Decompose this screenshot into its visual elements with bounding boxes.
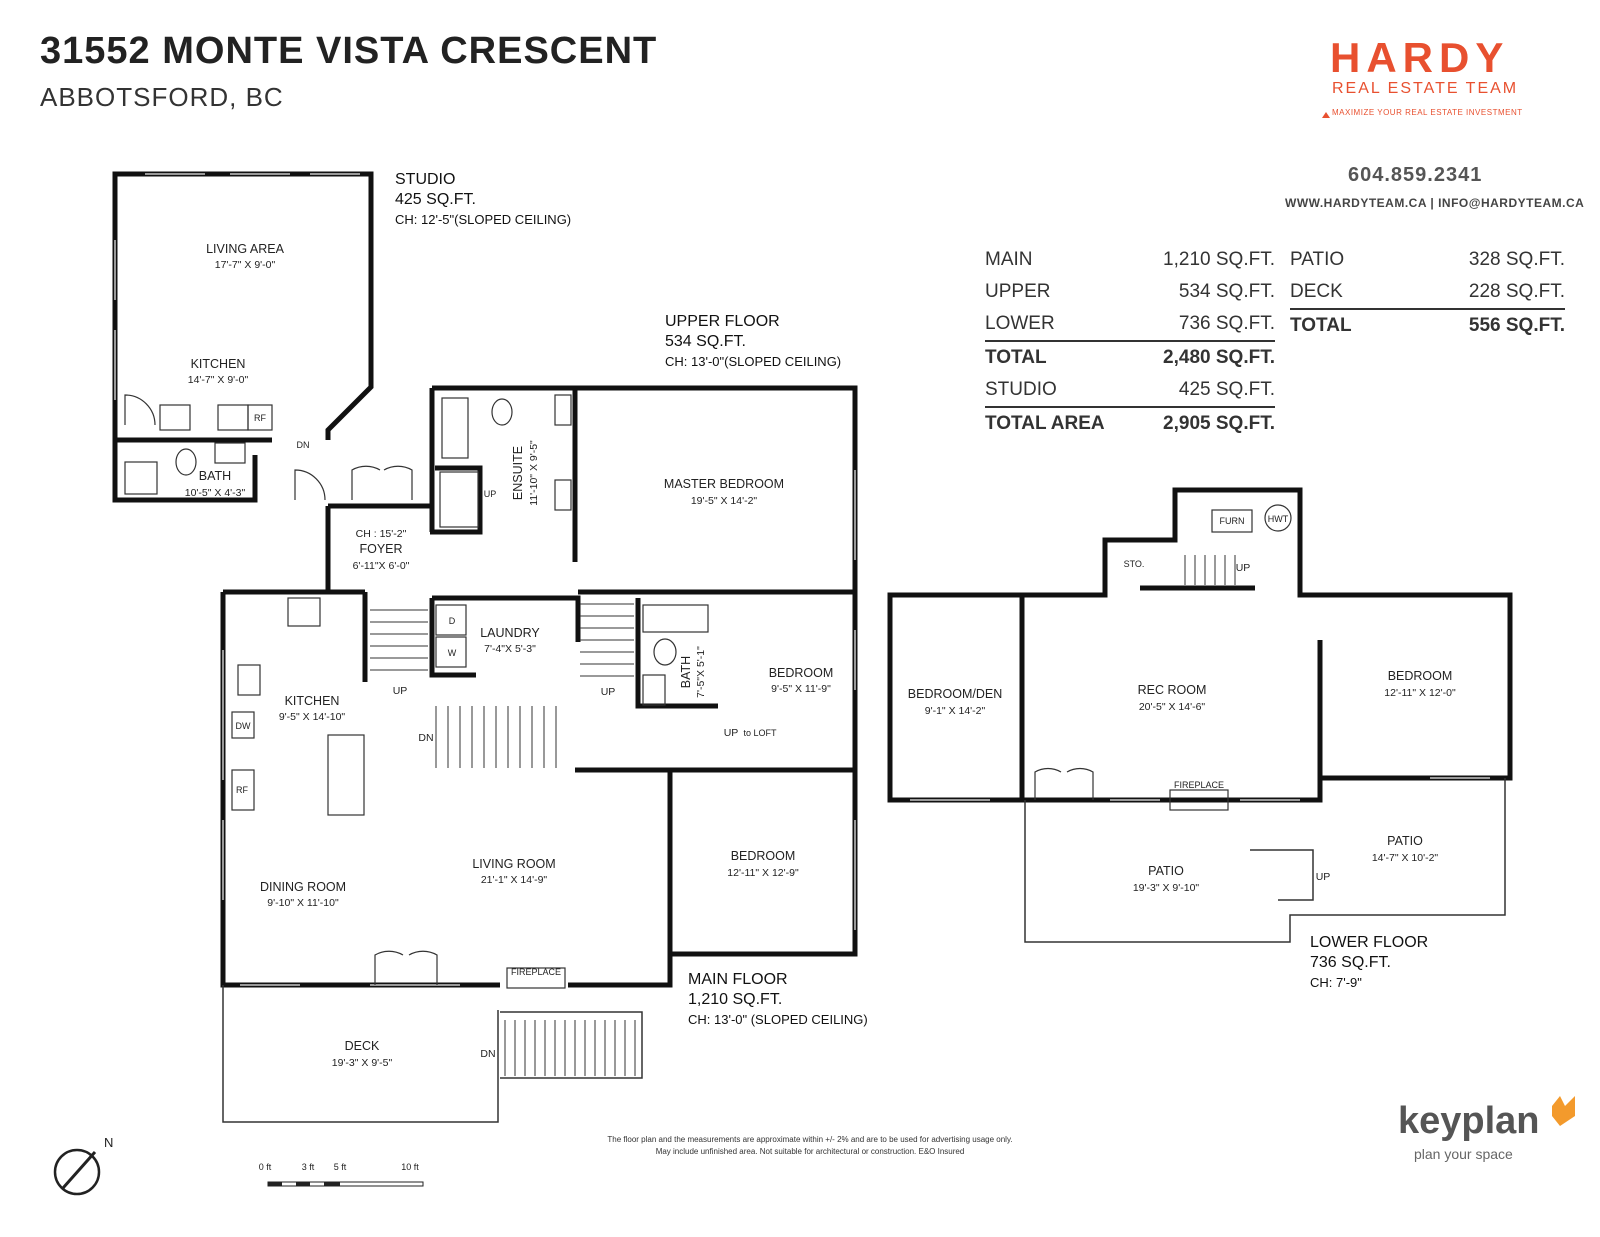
room-dim: 12'-11" X 12'-0" [1384,687,1456,699]
vanity [215,443,245,463]
floor-name: STUDIO [395,171,456,188]
down-label: DN [480,1048,496,1060]
hardy-tagline: MAXIMIZE YOUR REAL ESTATE INVESTMENT [1332,108,1523,117]
down-label: DN [418,732,434,744]
door [125,395,155,425]
up-label: UP [392,685,408,697]
washer-label: W [447,648,457,658]
furnace-label: FURN [1219,516,1245,526]
door [295,470,325,500]
room-name: REC ROOM [1137,683,1207,697]
master-wall [575,388,855,597]
vanity [555,480,571,510]
area-label: LOWER [985,313,1055,334]
contact-phone: 604.859.2341 [1348,164,1483,186]
room-dim: 6'-11"X 6'-0" [352,560,410,572]
north-label: N [104,1135,114,1150]
floor-ceiling: CH: 7'-9" [1310,975,1362,990]
room-name: BATH [198,469,232,483]
room-name: PATIO [1387,834,1423,848]
shower [125,462,157,494]
area-value: 534 SQ.FT. [1178,281,1275,302]
floor-name: LOWER FLOOR [1310,934,1429,951]
room-name: ENSUITE [511,445,525,501]
island [328,735,364,815]
contact-divider: | [1430,196,1439,210]
scale-0: 0 ft [258,1162,272,1172]
room-dim: 19'-3" X 9'-5" [331,1057,393,1069]
floor-ceiling: CH: 13'-0" (SLOPED CEILING) [688,1012,868,1027]
contact-website: WWW.HARDYTEAM.CA [1285,196,1427,210]
area-value: 228 SQ.FT. [1468,281,1565,302]
disclaimer-line-2: May include unfinished area. Not suitable for architectural or construction. E&O Insured [655,1147,965,1156]
vanity [643,675,665,705]
keyplan-logo-icon [1552,1096,1575,1126]
lower-stair [1185,555,1235,585]
room-dim: 10'-5" X 4'-3" [184,487,246,499]
down-label: DN [296,440,310,450]
room-name: BEDROOM/DEN [907,687,1003,701]
room-dim: 20'-5" X 14'-6" [1138,701,1206,713]
to-loft-label: to LOFT [743,728,777,738]
main-wall [568,592,855,985]
room-name: DINING ROOM [259,880,347,894]
toilet [654,639,676,665]
deck-stair [505,1020,635,1076]
patio-stairs [1250,850,1313,900]
french-door [375,951,437,985]
upper-stair [580,604,634,676]
walls [115,174,1510,985]
room-name: LIVING ROOM [472,857,556,871]
tub [442,398,468,458]
property-city: ABBOTSFORD, BC [40,82,284,112]
fixture-labels [236,413,1331,1060]
toilet [492,399,512,425]
room-name: LIVING AREA [206,242,284,256]
room-dim: 9'-5" X 14'-10" [278,711,346,723]
down-stair [436,706,556,768]
room-dim: 19'-5" X 14'-2" [690,495,758,507]
shower [440,472,478,527]
fireplace-label: FIREPLACE [1173,780,1225,790]
disclaimer-line-1: The floor plan and the measurements are approximate within +/- 2% and are to be used for advertising usage only. [607,1135,1013,1144]
up-to-loft-label: UP [723,727,739,739]
scale-bar [259,1162,423,1186]
deck-outline [223,985,498,1122]
ensuite-wall [432,388,575,562]
contact-email: INFO@HARDYTEAM.CA [1438,196,1585,210]
outdoor-total-value: 556 SQ.FT. [1397,309,1565,342]
tub [643,605,708,632]
up-label: UP [600,686,616,698]
vanity [555,395,571,425]
outdoor-total-label: TOTAL [1290,309,1397,342]
floor-name: UPPER FLOOR [665,313,780,330]
hardy-logo-sub: REAL ESTATE TEAM [1332,80,1519,97]
floor-name: MAIN FLOOR [688,971,788,988]
room-name: DECK [344,1039,380,1053]
room-dim: 12'-11" X 12'-9" [727,867,799,879]
room-dim: 17'-7" X 9'-0" [214,259,276,271]
keyplan-logo: keyplan [1398,1100,1540,1142]
scale-5: 5 ft [333,1162,347,1172]
stove [288,598,320,626]
toilet [176,449,196,475]
room-name: PATIO [1148,864,1184,878]
room-name: FOYER [359,542,403,556]
double-door [352,466,412,500]
lower-exterior-wall [890,490,1510,800]
french-door [1035,769,1093,800]
deck-stairs [500,1012,642,1078]
north-compass-icon [55,1135,113,1194]
disclaimer [520,1134,1100,1158]
storage-label: STO. [1123,559,1145,569]
studio-label: STUDIO [985,379,1057,400]
room-name: BEDROOM [768,666,834,680]
outdoor-outlines [223,778,1505,1122]
hardy-logo: HARDY [1330,34,1510,81]
room-dim: 11'-10" X 9'-5" [528,440,540,506]
area-value: 328 SQ.FT. [1468,249,1565,270]
sink [238,665,260,695]
total-area-label: TOTAL AREA [985,407,1135,440]
hwt-label: HWT [1267,514,1289,524]
property-address: 31552 MONTE VISTA CRESCENT [40,30,658,72]
scale-3: 3 ft [301,1162,315,1172]
main-stair [370,610,428,670]
area-label: DECK [1290,281,1343,302]
fridge-label: RF [254,413,266,423]
sink [218,405,248,430]
area-label: MAIN [985,249,1033,270]
floor-area: 534 SQ.FT. [665,333,746,350]
room-dim: 21'-1" X 14'-9" [480,874,548,886]
room-ch: CH : 15'-2" [355,528,407,540]
house-icon [1322,112,1330,118]
main-wall [223,592,500,985]
floor-area: 425 SQ.FT. [395,191,476,208]
area-total-value: 2,480 SQ.FT. [1135,341,1275,374]
studio-value: 425 SQ.FT. [1178,379,1275,400]
dishwasher-label: DW [235,721,251,731]
room-dim: 19'-3" X 9'-10" [1132,882,1200,894]
scale-10: 10 ft [401,1162,419,1172]
shower-wall [430,468,480,532]
room-dim: 9'-1" X 14'-2" [924,705,986,717]
room-dim: 9'-5" X 11'-9" [771,683,831,695]
area-label: UPPER [985,281,1051,302]
room-name: MASTER BEDROOM [663,477,785,491]
room-name: KITCHEN [190,357,246,371]
total-area-value: 2,905 SQ.FT. [1135,407,1275,440]
floor-ceiling: CH: 12'-5"(SLOPED CEILING) [395,212,572,227]
area-value: 1,210 SQ.FT. [1163,249,1275,270]
room-dim: 9'-10" X 11'-10" [267,897,339,909]
stove [160,405,190,430]
room-dim: 14'-7" X 9'-0" [187,374,249,386]
room-name: BEDROOM [730,849,796,863]
floor-ceiling: CH: 13'-0"(SLOPED CEILING) [665,354,842,369]
room-name: BEDROOM [1387,669,1453,683]
floor-area: 1,210 SQ.FT. [688,991,783,1008]
up-label: UP [1315,871,1331,883]
up-label: UP [483,489,497,499]
room-labels [185,242,1456,1069]
room-dim: 7'-4"X 5'-3" [484,643,536,655]
area-total-label: TOTAL [985,341,1135,374]
up-label: UP [1235,562,1251,574]
room-dim: 14'-7" X 10'-2" [1371,852,1439,864]
area-value: 736 SQ.FT. [1178,313,1275,334]
room-name: BATH [679,655,693,689]
room-name: KITCHEN [284,694,340,708]
windows [115,174,1490,985]
room-dim: 7'-5"X 5'-1" [695,646,707,698]
room-name: LAUNDRY [480,626,540,640]
fireplace-label: FIREPLACE [510,967,562,977]
floor-area: 736 SQ.FT. [1310,954,1391,971]
area-label: PATIO [1290,249,1345,270]
keyplan-tagline: plan your space [1414,1146,1513,1162]
dryer-label: D [448,616,456,626]
fridge-label: RF [236,785,248,795]
